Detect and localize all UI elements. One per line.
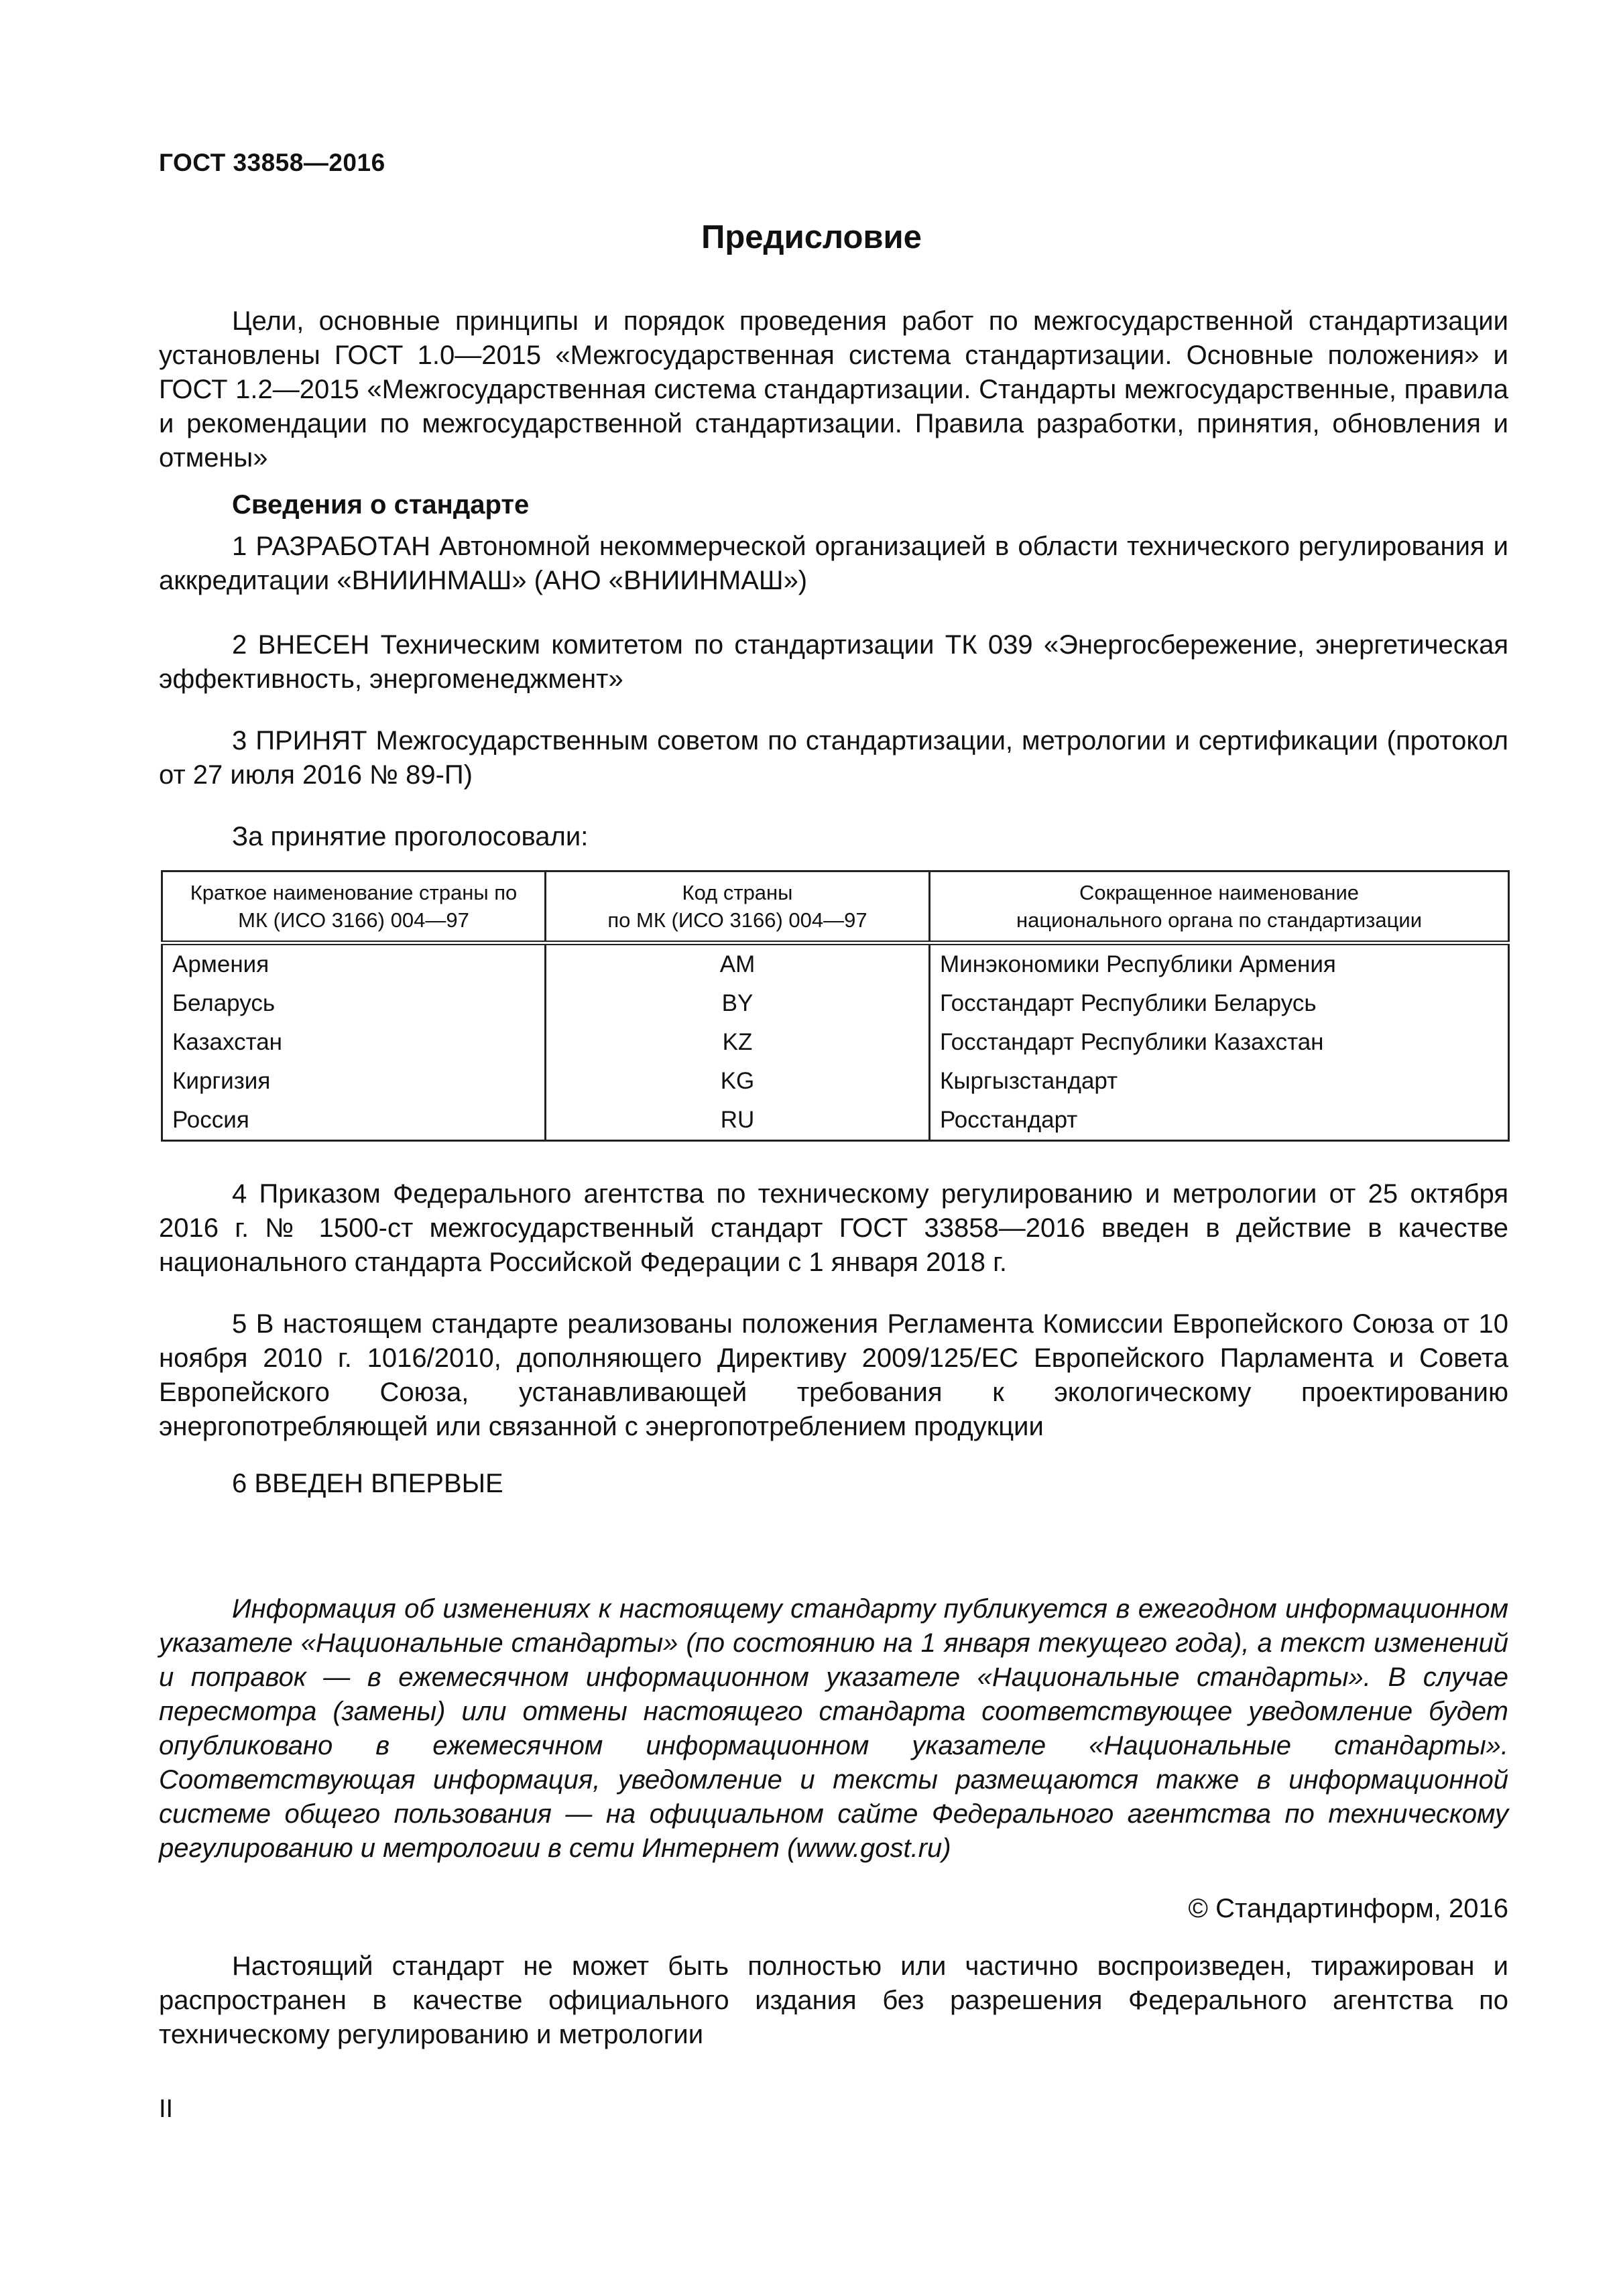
- table-row: [162, 984, 1509, 1023]
- table-row: [162, 943, 1509, 985]
- header-body-line2: национального органа по стандартизации: [1016, 908, 1423, 932]
- page-number: II: [159, 2095, 174, 2123]
- cell-country: Киргизия: [162, 1062, 546, 1101]
- cell-body: Госстандарт Республики Беларусь: [930, 984, 1509, 1023]
- header-body: [930, 871, 1509, 943]
- header-code: [546, 871, 930, 943]
- cell-code: BY: [546, 984, 930, 1023]
- cell-code: KZ: [546, 1023, 930, 1062]
- table-row: [162, 1062, 1509, 1101]
- cell-body: Росстандарт: [930, 1101, 1509, 1141]
- cell-country: Беларусь: [162, 984, 546, 1023]
- table-row: [162, 1101, 1509, 1141]
- page-title: Предисловие: [701, 219, 922, 255]
- reproduction-notice: Настоящий стандарт не может быть полностью или частично воспроизведен, тиражирован и распространен в качестве официального издания без разрешения Федерального агентства по техническому регулированию и метрологии: [159, 1951, 1508, 2049]
- cell-body: Кыргызстандарт: [930, 1062, 1509, 1101]
- cell-body: Минэкономики Республики Армения: [930, 943, 1509, 985]
- cell-code: AM: [546, 943, 930, 985]
- item-adopted: 3 ПРИНЯТ Межгосударственным советом по стандартизации, метрологии и сертификации (протокол от 27 июля 2016 № 89-П): [159, 726, 1508, 790]
- item-submitted: 2 ВНЕСЕН Техническим комитетом по стандартизации ТК 039 «Энергосбережение, энергетическая эффективность, энергоменеджмент»: [159, 630, 1508, 694]
- item-eu-regulation: 5 В настоящем стандарте реализованы положения Регламента Комиссии Европейского Союза от 10 ноября 2010 г. 1016/2010, дополняющего Директиву 2009/125/ЕС Европейского Парламента и Совета Европейского Союза, устанавливающей требования к экологическому проектированию энергопотребляющей или связанной с энергопотреблением продукции: [159, 1309, 1508, 1441]
- cell-country: Армения: [162, 943, 546, 985]
- header-country-line1: Краткое наименование страны по: [190, 881, 518, 904]
- cell-body: Госстандарт Республики Казахстан: [930, 1023, 1509, 1062]
- section-heading: Сведения о стандарте: [232, 490, 530, 520]
- header-code-line2: по МК (ИСО 3166) 004—97: [607, 908, 867, 932]
- votes-table: [161, 870, 1510, 1142]
- cell-code: KG: [546, 1062, 930, 1101]
- info-notice: Информация об изменениях к настоящему стандарту публикуется в ежегодном информационном указателе «Национальные стандарты» (по состоянию на 1 января текущего года), а текст изменений и поправок — в ежемесячном информационном указателе «Национальные стандарты». В случае пересмотра (замены) или отмены настоящего стандарта соответствующее уведомление будет опубликовано в ежемесячном информационном указателе «Национальные стандарты». Соответствующая информация, уведомление и тексты размещаются также в информационной системе общего пользования — на официальном сайте Федерального агентства по техническому регулированию и метрологии в сети Интернет (www.gost.ru): [159, 1594, 1508, 1863]
- header-body-line1: Сокращенное наименование: [1079, 881, 1360, 904]
- item-first-introduced: 6 ВВЕДЕН ВПЕРВЫЕ: [232, 1469, 503, 1498]
- item-developed: 1 РАЗРАБОТАН Автономной некоммерческой организацией в области технического регулирования и аккредитации «ВНИИНМАШ» (АНО «ВНИИНМАШ»): [159, 532, 1508, 595]
- intro-paragraph: Цели, основные принципы и порядок проведения работ по межгосударственной стандартизации установлены ГОСТ 1.0—2015 «Межгосударственная система стандартизации. Основные положения» и ГОСТ 1.2—2015 «Межгосударственная система стандартизации. Стандарты межгосударственные, правила и рекомендации по межгосударственной стандартизации. Правила разработки, принятия, обновления и отмены»: [159, 306, 1508, 473]
- table-row: [162, 1023, 1509, 1062]
- cell-country: Россия: [162, 1101, 546, 1141]
- table-header-row: [162, 871, 1509, 943]
- header-code-line1: Код страны: [682, 881, 793, 904]
- copyright: © Стандартинформ, 2016: [1188, 1894, 1508, 1923]
- document-number: ГОСТ 33858—2016: [159, 149, 385, 176]
- cell-country: Казахстан: [162, 1023, 546, 1062]
- header-country: [162, 871, 546, 943]
- header-country-line2: МК (ИСО 3166) 004—97: [238, 908, 469, 932]
- item-order: 4 Приказом Федерального агентства по техническому регулированию и метрологии от 25 октября 2016 г. № 1500-ст межгосударственный стандарт ГОСТ 33858—2016 введен в действие в качестве национального стандарта Российской Федерации с 1 января 2018 г.: [159, 1179, 1508, 1277]
- cell-code: RU: [546, 1101, 930, 1141]
- votes-label: За принятие проголосовали:: [232, 822, 589, 851]
